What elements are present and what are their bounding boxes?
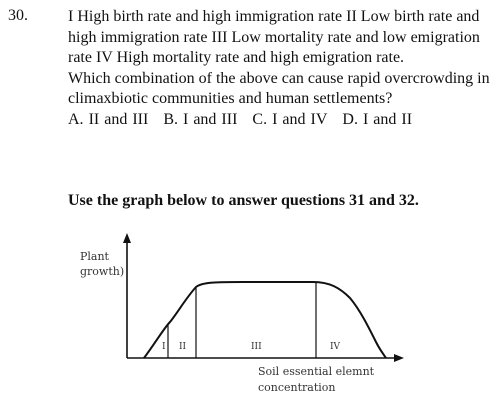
option-b[interactable] [163,111,237,128]
option-d-letter: D. [342,110,358,128]
y-axis-arrow [123,233,131,243]
x-axis-label-line2: concentration [258,381,336,394]
option-a-text: II and III [88,110,149,128]
option-a[interactable] [68,111,148,128]
y-axis-label-line1: Plant [80,250,109,263]
region-label-ii: II [179,342,187,352]
option-c[interactable] [252,111,327,128]
option-b-letter: B. [163,110,178,128]
y-axis-label-line2: growth) [80,265,125,278]
option-c-text: I and IV [272,110,328,128]
option-b-text: I and III [182,110,238,128]
option-a-letter: A. [68,110,84,128]
region-label-i: I [162,342,166,352]
question-statement: I High birth rate and high immigration rate II Low birth rate and high immigration rate III Low mortality rate and low emigration rate IV High mortality rate and high emigration rate. [68,8,480,66]
x-axis-arrow [394,354,404,362]
question-body [68,7,496,130]
option-d[interactable] [342,111,412,128]
question-prompt: Which combination of the above can cause rapid overcrowding in climaxbiotic communities and human settlements? [68,69,490,107]
graph-instruction: Use the graph below to answer questions 31 and 32. [68,192,419,209]
option-d-text: I and II [362,110,413,128]
plant-growth-graph [68,230,408,406]
x-axis-label-line1: Soil essential elemnt [258,365,375,378]
region-label-iv: IV [330,342,341,352]
question-number: 30. [8,7,28,24]
answer-options [68,110,496,131]
option-c-letter: C. [252,110,268,128]
region-label-iii: III [251,342,262,352]
